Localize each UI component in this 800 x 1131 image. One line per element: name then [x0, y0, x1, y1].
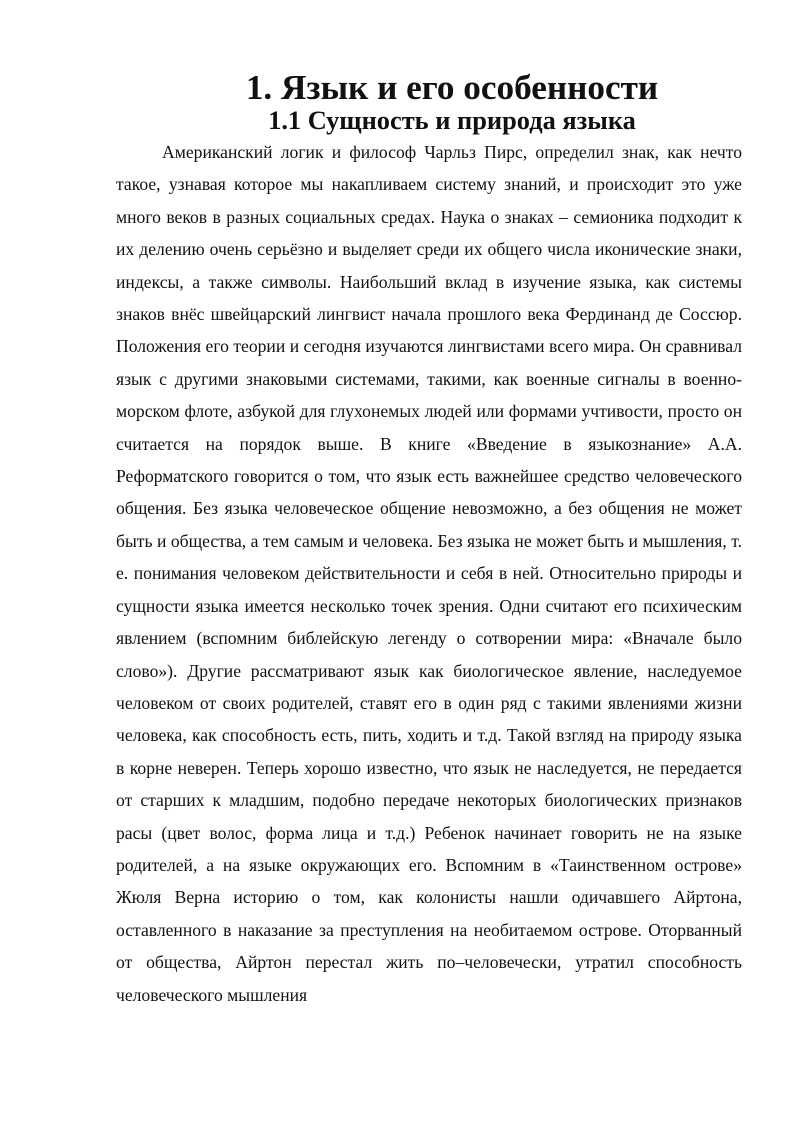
document-page — [116, 68, 742, 1011]
subsection-heading: 1.1 Сущность и природа языка — [268, 105, 636, 135]
body-paragraph: Американский логик и философ Чарльз Пирс, определил знак, как нечто такое, узнавая которое мы накапливаем систему знаний, и происходит это уже много веков в разных социальных средах. Наука о знаках – семионика подходит к их делению очень серьёзно и выделяет среди их общего числа иконические знаки, индексы, а также символы. Наибольший вклад в изучение языка, как системы знаков внёс швейцарский лингвист начала прошлого века Фердинанд де Соссюр. Положения его теории и сегодня изучаются лингвистами всего мира. Он сравнивал язык с другими знаковыми системами, такими, как военные сигналы в военно-морском флоте, азбукой для глухонемых людей или формами учтивости, просто он считается на порядок выше. В книге «Введение в языкознание» А.А. Реформатского говорится о том, что язык есть важнейшее средство человеческого общения. Без языка человеческое общение невозможно, а без общения не может быть и общества, а тем самым и человека. Без языка не может быть и мышления, т. е. понимания человеком действительности и себя в ней. Относительно природы и сущности языка имеется несколько точек зрения. Одни считают его психическим явлением (вспомним библейскую легенду о сотворении мира: «Вначале было слово»). Другие рассматривают язык как биологическое явление, наследуемое человеком от своих родителей, ставят его в один ряд с такими явлениями жизни человека, как способность есть, пить, ходить и т.д. Такой взгляд на природу языка в корне неверен. Теперь хорошо известно, что язык не наследуется, не передается от старших к младшим, подобно передаче некоторых биологических признаков расы (цвет волос, форма лица и т.д.) Ребенок начинает говорить не на языке родителей, а на языке окружающих его. Вспомним в «Таинственном острове» Жюля Верна историю о том, как колонисты нашли одичавшего Айртона, оставленного в наказание за преступления на необитаемом острове. Оторванный от общества, Айртон перестал жить по–человечески, утратил способность человеческого мышления — [116, 142, 742, 1005]
section-heading: 1. Язык и его особенности — [245, 68, 659, 107]
